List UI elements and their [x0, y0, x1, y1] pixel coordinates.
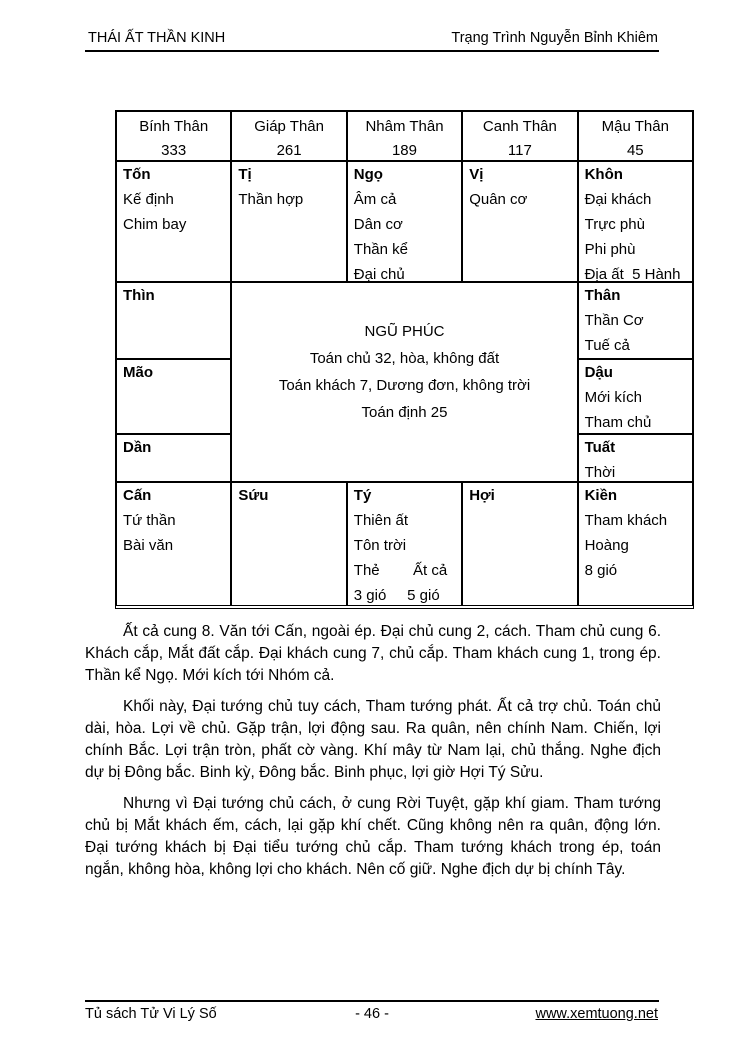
palace-line: Hoàng	[584, 537, 629, 554]
palace-line: Âm cả	[353, 191, 397, 208]
palace-line: Thần kể	[353, 241, 408, 258]
year-value: 189	[391, 142, 417, 159]
palace-line: Tôn trời	[353, 537, 407, 554]
year-name: Canh Thân	[482, 118, 557, 135]
chart-year-cell	[578, 111, 693, 161]
header-rule	[85, 50, 659, 52]
year-value: 117	[507, 142, 532, 159]
footer-series-title: Tủ sách Tử Vi Lý Số	[85, 1006, 217, 1022]
header-author: Trạng Trình Nguyễn Bỉnh Khiêm	[451, 30, 658, 46]
palace-label: Mão	[123, 364, 153, 381]
body-text	[85, 621, 661, 890]
palace-line: Thần hợp	[238, 191, 304, 208]
palace-line: Dân cơ	[353, 216, 403, 233]
footer-rule	[85, 1000, 659, 1002]
palace-cell-suu	[231, 482, 346, 606]
divination-chart-table	[115, 110, 694, 609]
palace-cell-ty	[347, 482, 462, 606]
palace-line: Thiên ất	[353, 512, 408, 529]
center-line: Toán khách 7, Dương đơn, không trời	[278, 377, 531, 394]
palace-label: Tốn	[123, 166, 151, 183]
palace-line: 8 gió	[584, 562, 618, 579]
chart-year-cell	[347, 111, 462, 161]
palace-line: Mới kích	[584, 389, 642, 406]
palace-line: Đại khách	[584, 191, 652, 208]
center-line: Toán định 25	[361, 404, 448, 421]
palace-line: Địa ất 5 Hành	[584, 266, 681, 282]
palace-label: Vị	[469, 166, 484, 183]
palace-cell-khon	[578, 161, 693, 282]
palace-label: Dậu	[584, 364, 613, 381]
palace-label: Ngọ	[353, 166, 383, 183]
chart-center-summary	[231, 282, 577, 482]
palace-line: Kế định	[123, 191, 174, 208]
palace-label: Tị	[238, 166, 252, 183]
paragraph-3: Nhưng vì Đại tướng chủ cách, ở cung Rời Tuyệt, gặp khí giam. Tham tướng chủ bị Mắt khách ếm, cách, lại gặp khí chết. Cũng không nên ra quân, động lớn. Đại tướng khách bị Đại tiểu tướng chủ cắp. Tham tướng khách trong ép, toán ngắn, không hòa, không lợi cho khách. Nên cố giữ. Nghe địch dự bị chính Tây.	[85, 795, 661, 878]
year-value: 45	[626, 142, 644, 159]
year-name: Nhâm Thân	[365, 118, 444, 135]
palace-line: Đại chủ	[353, 266, 405, 282]
palace-cell-ti	[231, 161, 346, 282]
palace-line: Tham chủ	[584, 414, 652, 431]
palace-line: Thời	[584, 464, 616, 481]
palace-cell-ton	[116, 161, 231, 282]
chart-year-cell	[462, 111, 577, 161]
palace-label: Tuất	[584, 439, 616, 456]
palace-line: Thẻ Ất cả	[353, 562, 448, 579]
palace-line: Chim bay	[123, 216, 187, 233]
palace-cell-dau	[578, 359, 693, 434]
palace-label: Thìn	[123, 287, 155, 304]
palace-line: Tham khách	[584, 512, 668, 529]
palace-line: Thần Cơ	[584, 312, 644, 329]
palace-cell-dan	[116, 434, 231, 482]
palace-label: Kiền	[584, 487, 618, 504]
palace-line: Quân cơ	[469, 191, 528, 208]
palace-cell-vi	[462, 161, 577, 282]
palace-line: Tuế cả	[584, 337, 630, 354]
paragraph-2: Khối này, Đại tướng chủ tuy cách, Tham tướng phát. Ất cả trợ chủ. Toán chủ dài, hòa. Lợi về chủ. Gặp trận, lợi động sau. Ra quân, nên chính Nam. Chiến, lợi chính Bắc. Lợi trận tròn, phất cờ vàng. Khí mây từ Nam lại, chủ thắng. Nghe địch dự bị Đông bắc. Binh kỳ, Đông bắc. Binh phục, lợi giờ Hợi Tý Sửu.	[85, 698, 661, 781]
palace-cell-mao	[116, 359, 231, 434]
palace-label: Cấn	[123, 487, 152, 504]
year-name: Bính Thân	[139, 118, 209, 135]
chart-year-cell	[116, 111, 231, 161]
palace-label: Tý	[353, 487, 372, 504]
footer-page-number: - 46 -	[355, 1006, 389, 1022]
palace-label: Khôn	[584, 166, 623, 183]
center-line: Toán chủ 32, hòa, không đất	[309, 350, 500, 367]
palace-cell-thin	[116, 282, 231, 359]
palace-line: Tứ thần	[123, 512, 176, 529]
paragraph-1: Ất cả cung 8. Văn tới Cấn, ngoài ép. Đại chủ cung 2, cách. Tham chủ cung 6. Khách cắp, Mắt đất cắp. Đại khách cung 7, chủ cắp. Tham khách cung 1, trong ép. Thần kể Ngọ. Mới kích tới Nhóm cả.	[85, 623, 661, 684]
palace-line: Trực phù	[584, 216, 645, 233]
palace-line: 3 gió 5 gió	[353, 587, 440, 604]
palace-label: Thân	[584, 287, 621, 304]
palace-line: Phi phù	[584, 241, 636, 258]
palace-cell-hoi	[462, 482, 577, 606]
palace-label: Dần	[123, 439, 152, 456]
palace-cell-can	[116, 482, 231, 606]
footer-website-link[interactable]: www.xemtuong.net	[535, 1006, 658, 1022]
palace-cell-ngo	[347, 161, 462, 282]
year-value: 333	[161, 142, 187, 159]
center-title: NGŨ PHÚC	[364, 323, 445, 340]
palace-cell-kien	[578, 482, 693, 606]
header-book-title: THÁI ẤT THẦN KINH	[88, 30, 226, 46]
chart-year-cell	[231, 111, 346, 161]
year-name: Mậu Thân	[601, 118, 669, 135]
palace-cell-tuat	[578, 434, 693, 482]
year-name: Giáp Thân	[254, 118, 324, 135]
palace-cell-than	[578, 282, 693, 359]
year-value: 261	[276, 142, 302, 159]
palace-label: Sứu	[238, 487, 269, 504]
palace-label: Hợi	[469, 487, 495, 504]
palace-line: Bài văn	[123, 537, 174, 554]
